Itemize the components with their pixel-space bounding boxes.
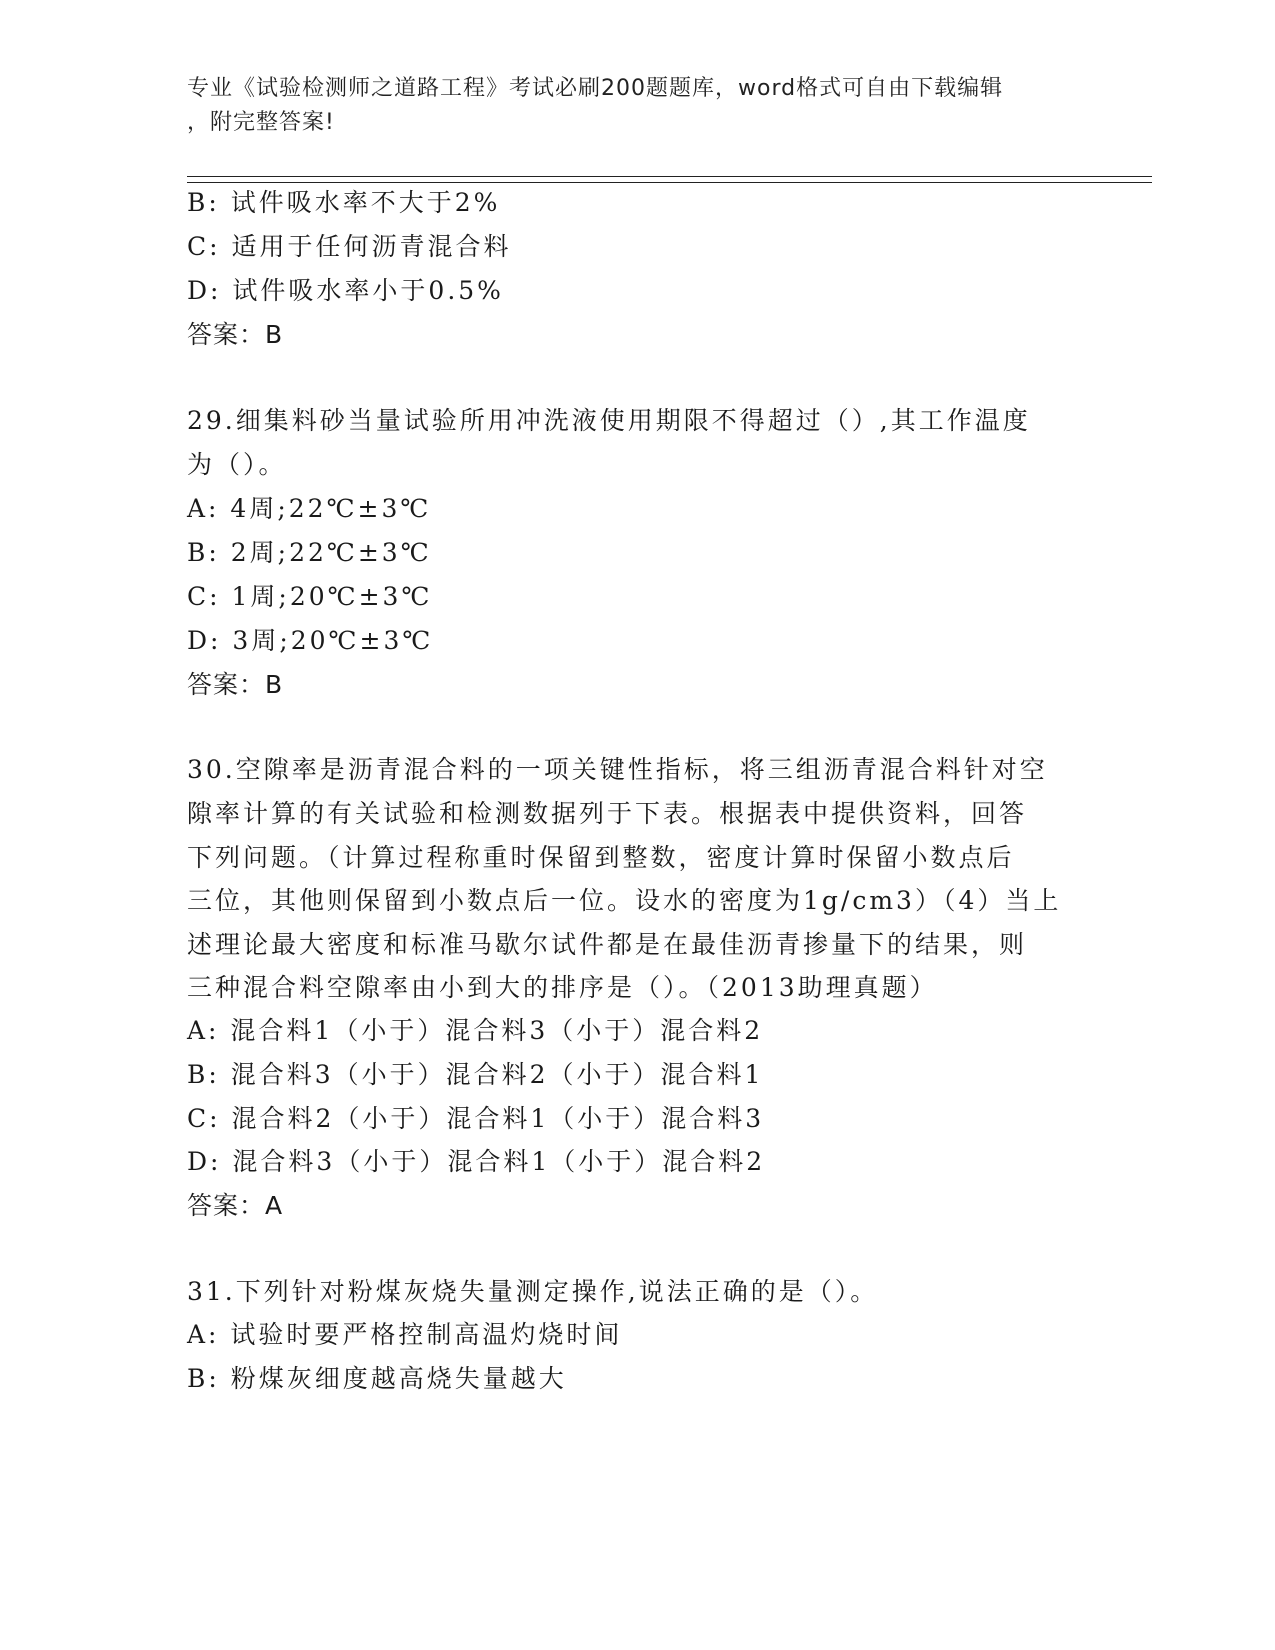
q28-answer: 答案：B [187,320,284,349]
q30-stem-line-2: 隙率计算的有关试验和检测数据列于下表。根据表中提供资料，回答 [187,799,1028,828]
q28-option-d: D: 试件吸水率小于0.5% [187,276,504,305]
q30-option-b: B: 混合料3（小于）混合料2（小于）混合料1 [187,1060,764,1089]
q30-option-c: C: 混合料2（小于）混合料1（小于）混合料3 [187,1104,765,1133]
q30-answer: 答案：A [187,1191,284,1220]
q29-option-d: D: 3周;20℃±3℃ [187,626,434,655]
q30-option-a: A: 混合料1（小于）混合料3（小于）混合料2 [187,1016,764,1045]
q29-option-c: C: 1周;20℃±3℃ [187,582,433,611]
q30-option-d: D: 混合料3（小于）混合料1（小于）混合料2 [187,1147,766,1176]
q31-option-a: A: 试验时要严格控制高温灼烧时间 [187,1320,623,1349]
q28-option-b: B: 试件吸水率不大于2% [187,188,501,217]
q29-stem-line-1: 29.细集料砂当量试验所用冲洗液使用期限不得超过（）,其工作温度 [187,406,1031,435]
q30-stem-line-1: 30.空隙率是沥青混合料的一项关键性指标，将三组沥青混合料针对空 [187,755,1048,784]
q29-stem-line-2: 为（）。 [187,450,287,479]
document-header [187,72,1067,140]
header-line-1: 专业《试验检测师之道路工程》考试必刷200题题库，word格式可自由下载编辑 [187,76,1004,101]
q29-option-a: A: 4周;22℃±3℃ [187,494,432,523]
header-rule-bottom [187,182,1152,183]
q30-stem-line-6: 三种混合料空隙率由小到大的排序是（）。（2013助理真题） [187,973,938,1002]
q31-stem-line-1: 31.下列针对粉煤灰烧失量测定操作,说法正确的是（）。 [187,1277,879,1306]
q29-option-b: B: 2周;22℃±3℃ [187,538,432,567]
header-line-2: ，附完整答案! [187,110,335,135]
q31-option-b: B: 粉煤灰细度越高烧失量越大 [187,1364,567,1393]
q30-stem-line-5: 述理论最大密度和标准马歇尔试件都是在最佳沥青掺量下的结果，则 [187,930,1028,959]
header-rule-top [187,176,1152,177]
q30-stem-line-3: 下列问题。（计算过程称重时保留到整数，密度计算时保留小数点后 [187,843,1015,872]
q29-answer: 答案：B [187,670,284,699]
q28-option-c: C: 适用于任何沥青混合料 [187,232,512,261]
q30-stem-line-4: 三位，其他则保留到小数点后一位。设水的密度为1g/cm3）（4）当上 [187,886,1062,915]
